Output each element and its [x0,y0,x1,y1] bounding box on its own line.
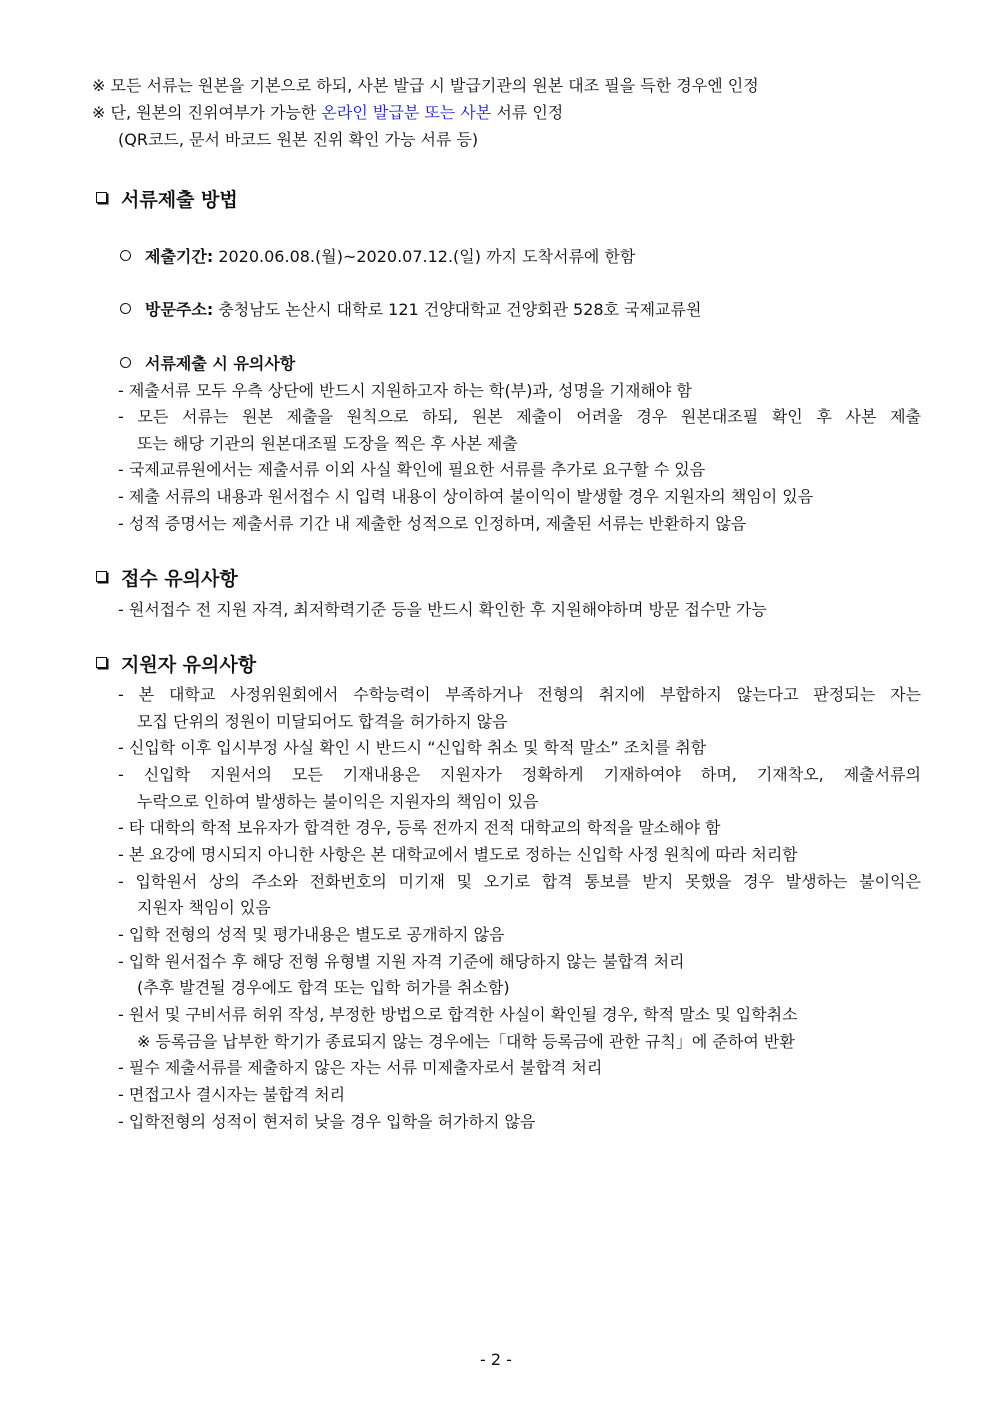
submission-period-label: 제출기간: [145,247,214,266]
list-item: - 성적 증명서는 제출서류 기간 내 제출한 성적으로 인정하며, 제출된 서류는 반환하지 않음 [118,514,747,533]
list-item: - 본 요강에 명시되지 아니한 사항은 본 대학교에서 별도로 정하는 신입학 사정 원칙에 따라 처리함 [118,845,798,864]
list-item: - 입학원서 상의 주소와 전화번호의 미기재 및 오기로 합격 통보를 받지 못했을 경우 발생하는 불이익은 [118,872,921,891]
submission-period-value: 2020.06.08.(월)~2020.07.12.(일) 까지 도착서류에 한함 [213,247,636,266]
circle-bullet-icon [120,250,131,261]
section-heading-applicant [96,653,256,677]
list-item: - 본 대학교 사정위원회에서 수학능력이 부족하거나 전형의 취지에 부합하지 않는다고 판정되는 자는 [118,685,921,704]
circle-bullet-icon [120,357,131,368]
note-online-highlight: 온라인 발급분 또는 사본 [321,103,492,122]
section-heading-reception-text: 접수 유의사항 [121,568,238,590]
submission-period [120,247,635,267]
square-bullet-icon [96,192,107,203]
list-item: - 모든 서류는 원본 제출을 원칙으로 하되, 원본 제출이 어려울 경우 원본대조필 확인 후 사본 제출 [118,407,921,426]
note-original-documents: ※ 모든 서류는 원본을 기본으로 하되, 사본 발급 시 발급기관의 원본 대조 필을 득한 경우엔 인정 [92,76,759,95]
list-item-continuation: 누락으로 인하여 발생하는 불이익은 지원자의 책임이 있음 [137,792,539,811]
list-item: - 제출 서류의 내용과 원서접수 시 입력 내용이 상이하여 불이익이 발생할 경우 지원자의 책임이 있음 [118,487,814,506]
list-item: - 입학전형의 성적이 현저히 낮을 경우 입학을 허가하지 않음 [118,1112,536,1131]
list-item: - 타 대학의 학적 보유자가 합격한 경우, 등록 전까지 전적 대학교의 학적을 말소해야 함 [118,818,721,837]
list-item: - 원서 및 구비서류 허위 작성, 부정한 방법으로 합격한 사실이 확인될 경우, 학적 말소 및 입학취소 [118,1005,798,1024]
list-item: - 원서접수 전 지원 자격, 최저학력기준 등을 반드시 확인한 후 지원해야하며 방문 접수만 가능 [118,600,767,619]
section-heading-submission [96,188,238,212]
submission-address-label: 방문주소: [145,300,214,319]
submission-address-value: 충청남도 논산시 대학로 121 건양대학교 건양회관 528호 국제교류원 [213,300,702,319]
list-item: - 면접고사 결시자는 불합격 처리 [118,1085,346,1104]
list-item-continuation: (추후 발견될 경우에도 합격 또는 입학 허가를 취소함) [137,978,510,997]
list-item-continuation: 지원자 책임이 있음 [137,898,271,917]
list-item-continuation: 또는 해당 기관의 원본대조필 도장을 찍은 후 사본 제출 [137,434,518,453]
note-online-pre: ※ 단, 원본의 진위여부가 가능한 [92,103,322,122]
section-heading-applicant-text: 지원자 유의사항 [121,654,257,676]
square-bullet-icon [96,571,107,582]
list-item: - 신입학 지원서의 모든 기재내용은 지원자가 정확하게 기재하여야 하며, 기재착오, 제출서류의 [118,765,921,784]
submission-address [120,300,701,320]
list-item: - 입학 전형의 성적 및 평가내용은 별도로 공개하지 않음 [118,925,505,944]
note-qr-code: (QR코드, 문서 바코드 원본 진위 확인 가능 서류 등) [118,130,479,149]
submission-caution-label: 서류제출 시 유의사항 [145,354,296,373]
section-heading-submission-text: 서류제출 방법 [121,189,238,211]
list-item: - 필수 제출서류를 제출하지 않은 자는 서류 미제출자로서 불합격 처리 [118,1058,603,1077]
circle-bullet-icon [120,303,131,314]
list-item: - 국제교류원에서는 제출서류 이외 사실 확인에 필요한 서류를 추가로 요구할 수 있음 [118,460,706,479]
list-item: - 신입학 이후 입시부정 사실 확인 시 반드시 “신입학 취소 및 학적 말소” 조치를 취함 [118,738,707,757]
list-item-note: ※ 등록금을 납부한 학기가 종료되지 않는 경우에는「대학 등록금에 관한 규칙」에 준하여 반환 [137,1032,795,1051]
section-heading-reception [96,567,238,591]
list-item: - 입학 원서접수 후 해당 전형 유형별 지원 자격 기준에 해당하지 않는 불합격 처리 [118,952,685,971]
page-number: - 2 - [480,1350,512,1369]
note-online-post: 서류 인정 [491,103,564,122]
list-item: - 제출서류 모두 우측 상단에 반드시 지원하고자 하는 학(부)과, 성명을 기재해야 함 [118,381,692,400]
list-item-continuation: 모집 단위의 정원이 미달되어도 합격을 허가하지 않음 [137,712,508,731]
submission-caution [120,354,295,374]
note-online-copies [92,103,563,123]
square-bullet-icon [96,657,107,668]
